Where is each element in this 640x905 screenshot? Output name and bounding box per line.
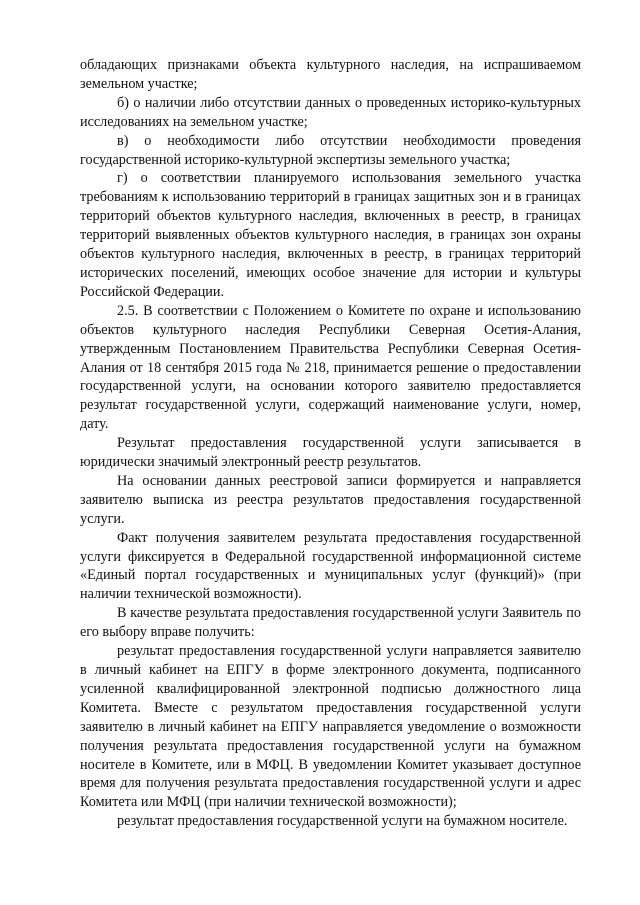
paragraph-registry-extract: На основании данных реестровой записи формируется и направляется заявителю выписка из реестра результатов предоставления государственной услуги. — [80, 472, 581, 527]
paragraph-fact-recording: Факт получения заявителем результата предоставления государственной услуги фиксируется в Федеральной государственной информационной системе «Единый портал государственных и муниципальных услуг (функций)» (при наличии технической возможности). — [80, 529, 581, 603]
paragraph-item-g: г) о соответствии планируемого использования земельного участка требованиям к использованию территорий в границах защитных зон и в границах территорий объектов культурного наследия, включенных в реестр, в границах территорий выявленных объектов культурного наследия, в границах зон охраны объектов культурного наследия, включенных в реестр, в границах территорий исторических поселений, имеющих особое значение для истории и культуры Российской Федерации. — [80, 170, 581, 300]
paragraph-section-2-5: 2.5. В соответствии с Положением о Комитете по охране и использованию объектов культурного наследия Республики Северная Осетия-Алания, утвержденным Постановлением Правительства Республики Северная Осетия-Алания от 18 сентября 2015 года № 218, принимается решение о предоставлении государственной услуги, на основании которого заявителю предоставляется результат государственной услуги, содержащий наименование услуги, номер, дату. — [80, 302, 581, 433]
paragraph-paper-result: результат предоставления государственной услуги на бумажном носителе. — [117, 813, 568, 830]
paragraph-continuation: обладающих признаками объекта культурного наследия, на испрашиваемом земельном участке; — [80, 57, 581, 92]
paragraph-item-b: б) о наличии либо отсутствии данных о проведенных историко-культурных исследованиях на земельном участке; — [80, 94, 581, 130]
paragraph-result-options: В качестве результата предоставления государственной услуги Заявитель по его выбору вправе получить: — [80, 605, 581, 641]
document-page — [80, 56, 581, 831]
paragraph-electronic-result: результат предоставления государственной услуги направляется заявителю в личный кабинет на ЕПГУ в форме электронного документа, подписанного усиленной квалифицированной электронной подписью должностного лица Комитета. Вместе с результатом предоставления государственной услуги заявителю в личный кабинет на ЕПГУ направляется уведомление о возможности получения результата предоставления государственной услуги на бумажном носителе в Комитете, или в МФЦ. В уведомлении Комитет указывает доступное время для получения результата предоставления государственной услуги и адрес Комитета или МФЦ (при наличии технической возможности); — [80, 643, 581, 811]
paragraph-item-v: в) о необходимости либо отсутствии необходимости проведения государственной историко-культурной экспертизы земельного участка; — [80, 132, 581, 168]
paragraph-result-registry: Результат предоставления государственной услуги записывается в юридически значимый электронный реестр результатов. — [80, 435, 581, 471]
